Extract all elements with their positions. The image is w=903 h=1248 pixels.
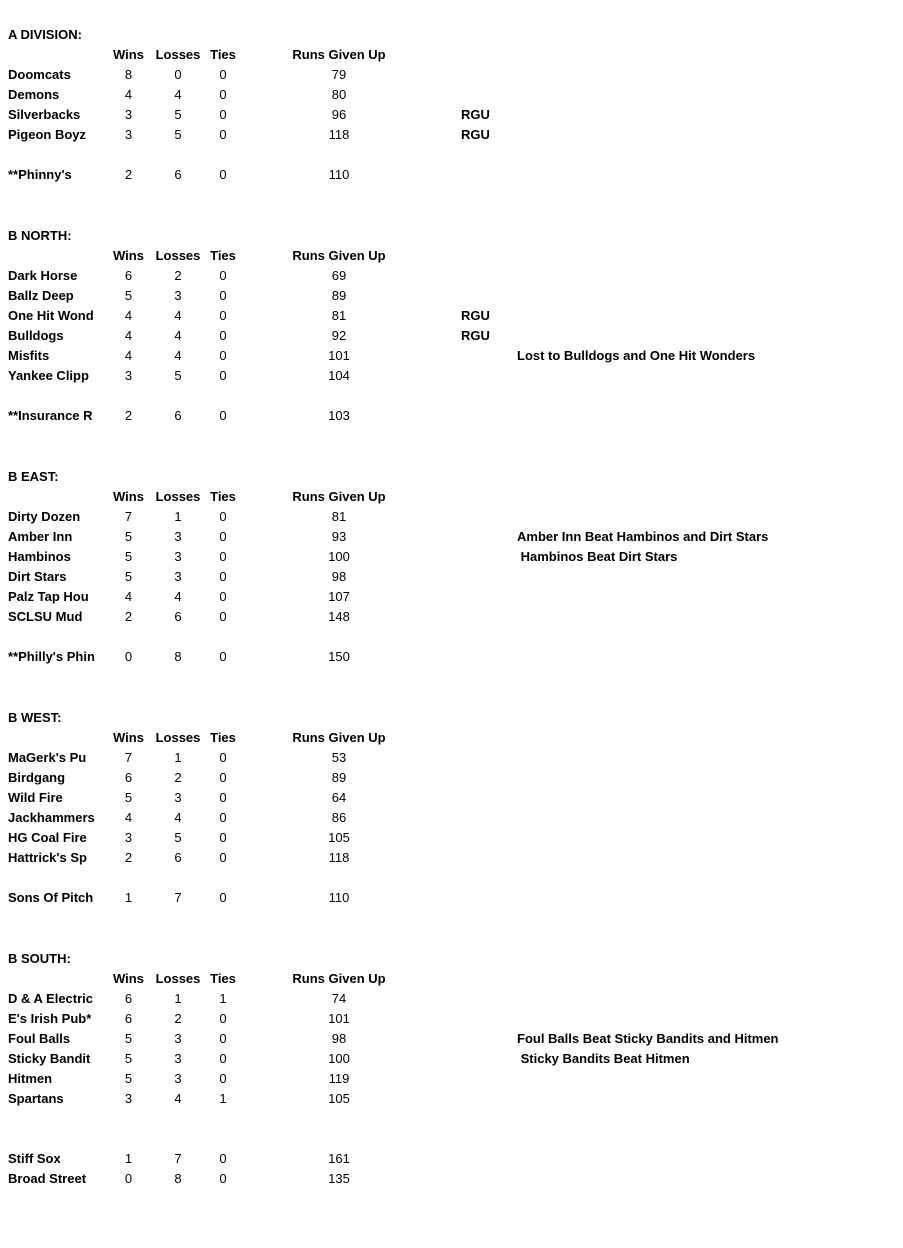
team-name: Amber Inn [8, 529, 73, 544]
ties-value: 0 [219, 850, 227, 865]
losses-value: 2 [174, 268, 182, 283]
ties-value: 0 [219, 1011, 227, 1026]
ties-value: 0 [219, 750, 227, 765]
wins-value: 2 [124, 609, 133, 624]
losses-value: 4 [174, 810, 182, 825]
column-header-wins: Wins [113, 730, 144, 745]
ties-value: 0 [219, 288, 227, 303]
team-row [8, 788, 903, 808]
division-title-row [8, 226, 903, 246]
team-row [8, 306, 903, 326]
division-section [8, 949, 903, 1189]
losses-value: 0 [174, 67, 182, 82]
team-name: Sticky Bandit [8, 1051, 91, 1066]
column-header-row [8, 246, 903, 266]
wins-value: 6 [124, 991, 133, 1006]
losses-value: 4 [174, 328, 182, 343]
ties-value: 0 [219, 167, 227, 182]
ties-value: 0 [219, 87, 227, 102]
team-row [8, 848, 903, 868]
wins-value: 6 [124, 1011, 133, 1026]
runs-given-up-value: 150 [328, 649, 350, 664]
team-name: SCLSU Mud [8, 609, 83, 624]
division-title-row [8, 467, 903, 487]
wins-value: 5 [124, 549, 133, 564]
ties-value: 0 [219, 569, 227, 584]
team-row [8, 1089, 903, 1109]
runs-given-up-value: 119 [328, 1071, 350, 1086]
wins-value: 3 [124, 127, 133, 142]
losses-value: 3 [174, 1031, 182, 1046]
ties-value: 0 [219, 1051, 227, 1066]
ties-value: 0 [219, 368, 227, 383]
column-header-runs-given-up: Runs Given Up [292, 971, 386, 986]
team-row [8, 748, 903, 768]
column-header-wins: Wins [113, 47, 144, 62]
ties-value: 0 [219, 589, 227, 604]
losses-value: 4 [174, 87, 182, 102]
ties-value: 0 [219, 790, 227, 805]
team-row [8, 1049, 903, 1069]
column-header-losses: Losses [155, 47, 201, 62]
team-row [8, 406, 903, 426]
column-header-losses: Losses [155, 730, 201, 745]
losses-value: 5 [174, 107, 182, 122]
column-header-losses: Losses [155, 971, 201, 986]
wins-value: 3 [124, 107, 133, 122]
column-header-runs-given-up: Runs Given Up [292, 730, 386, 745]
result-note: Sticky Bandits Beat Hitmen [517, 1051, 690, 1066]
team-name: Birdgang [8, 770, 66, 785]
runs-given-up-value: 86 [331, 810, 347, 825]
division-title-row [8, 25, 903, 45]
result-note: Amber Inn Beat Hambinos and Dirt Stars [517, 529, 769, 544]
runs-given-up-value: 161 [328, 1151, 350, 1166]
team-name: Yankee Clipp [8, 368, 89, 383]
wins-value: 8 [124, 67, 133, 82]
runs-given-up-value: 74 [331, 991, 347, 1006]
losses-value: 6 [174, 609, 182, 624]
blank-row [8, 386, 903, 406]
team-name: One Hit Wond [8, 308, 94, 323]
team-row [8, 828, 903, 848]
column-header-losses: Losses [155, 248, 201, 263]
division-title: B SOUTH: [8, 951, 71, 966]
team-name: D & A Electric [8, 991, 94, 1006]
team-row [8, 366, 903, 386]
runs-given-up-value: 79 [331, 67, 347, 82]
wins-value: 4 [124, 328, 133, 343]
team-row [8, 1069, 903, 1089]
team-row [8, 85, 903, 105]
runs-given-up-value: 96 [331, 107, 347, 122]
division-title: B EAST: [8, 469, 59, 484]
losses-value: 4 [174, 1091, 182, 1106]
ties-value: 0 [219, 509, 227, 524]
team-name: **Phinny's [8, 167, 72, 182]
team-row [8, 105, 903, 125]
team-row [8, 768, 903, 788]
runs-given-up-value: 92 [331, 328, 347, 343]
wins-value: 4 [124, 589, 133, 604]
runs-given-up-value: 98 [331, 1031, 347, 1046]
rgu-flag: RGU [461, 308, 490, 323]
blank-row [8, 145, 903, 165]
result-note: Foul Balls Beat Sticky Bandits and Hitmen [517, 1031, 779, 1046]
runs-given-up-value: 69 [331, 268, 347, 283]
column-header-wins: Wins [113, 971, 144, 986]
team-name: Silverbacks [8, 107, 81, 122]
team-row [8, 888, 903, 908]
column-header-ties: Ties [210, 489, 236, 504]
runs-given-up-value: 148 [328, 609, 350, 624]
wins-value: 0 [124, 1171, 133, 1186]
team-name: Spartans [8, 1091, 64, 1106]
runs-given-up-value: 80 [331, 87, 347, 102]
losses-value: 5 [174, 830, 182, 845]
losses-value: 3 [174, 569, 182, 584]
wins-value: 1 [124, 1151, 133, 1166]
team-row [8, 65, 903, 85]
runs-given-up-value: 110 [328, 167, 350, 182]
ties-value: 1 [219, 991, 227, 1006]
column-header-ties: Ties [210, 971, 236, 986]
runs-given-up-value: 118 [328, 850, 350, 865]
wins-value: 4 [124, 348, 133, 363]
team-row [8, 587, 903, 607]
rgu-flag: RGU [461, 107, 490, 122]
runs-given-up-value: 89 [331, 770, 347, 785]
runs-given-up-value: 104 [328, 368, 350, 383]
losses-value: 4 [174, 348, 182, 363]
team-name: Hambinos [8, 549, 71, 564]
runs-given-up-value: 135 [328, 1171, 350, 1186]
wins-value: 5 [124, 1031, 133, 1046]
team-name: Broad Street [8, 1171, 87, 1186]
team-name: **Philly's Phin [8, 649, 95, 664]
rgu-flag: RGU [461, 328, 490, 343]
team-row [8, 1009, 903, 1029]
division-section [8, 708, 903, 908]
column-header-row [8, 45, 903, 65]
team-name: Stiff Sox [8, 1151, 61, 1166]
column-header-wins: Wins [113, 489, 144, 504]
division-title-row [8, 708, 903, 728]
runs-given-up-value: 53 [331, 750, 347, 765]
ties-value: 0 [219, 529, 227, 544]
column-header-losses: Losses [155, 489, 201, 504]
team-row [8, 165, 903, 185]
team-name: E's Irish Pub* [8, 1011, 92, 1026]
losses-value: 6 [174, 167, 182, 182]
runs-given-up-value: 105 [328, 830, 350, 845]
team-name: Pigeon Boyz [8, 127, 87, 142]
team-name: Ballz Deep [8, 288, 74, 303]
team-row [8, 346, 903, 366]
wins-value: 4 [124, 810, 133, 825]
ties-value: 0 [219, 890, 227, 905]
runs-given-up-value: 81 [331, 509, 347, 524]
result-note: Lost to Bulldogs and One Hit Wonders [517, 348, 756, 363]
team-name: Hattrick's Sp [8, 850, 87, 865]
losses-value: 8 [174, 649, 182, 664]
team-name: Foul Balls [8, 1031, 71, 1046]
wins-value: 2 [124, 167, 133, 182]
ties-value: 0 [219, 609, 227, 624]
division-title: B WEST: [8, 710, 62, 725]
losses-value: 6 [174, 408, 182, 423]
column-header-ties: Ties [210, 248, 236, 263]
losses-value: 4 [174, 308, 182, 323]
team-name: Dirt Stars [8, 569, 67, 584]
wins-value: 7 [124, 509, 133, 524]
division-title-row [8, 949, 903, 969]
runs-given-up-value: 81 [331, 308, 347, 323]
runs-given-up-value: 107 [328, 589, 350, 604]
ties-value: 1 [219, 1091, 227, 1106]
ties-value: 0 [219, 1071, 227, 1086]
wins-value: 6 [124, 268, 133, 283]
team-name: Doomcats [8, 67, 71, 82]
team-row [8, 266, 903, 286]
ties-value: 0 [219, 268, 227, 283]
division-title: A DIVISION: [8, 27, 82, 42]
losses-value: 2 [174, 1011, 182, 1026]
column-header-row [8, 487, 903, 507]
wins-value: 7 [124, 750, 133, 765]
blank-row [8, 868, 903, 888]
wins-value: 3 [124, 368, 133, 383]
wins-value: 2 [124, 850, 133, 865]
team-name: Hitmen [8, 1071, 53, 1086]
team-name: HG Coal Fire [8, 830, 87, 845]
wins-value: 5 [124, 1051, 133, 1066]
ties-value: 0 [219, 1171, 227, 1186]
column-header-wins: Wins [113, 248, 144, 263]
team-row [8, 507, 903, 527]
ties-value: 0 [219, 348, 227, 363]
team-name: Demons [8, 87, 60, 102]
wins-value: 2 [124, 408, 133, 423]
runs-given-up-value: 100 [328, 549, 350, 564]
losses-value: 3 [174, 790, 182, 805]
ties-value: 0 [219, 549, 227, 564]
blank-row [8, 1109, 903, 1129]
column-header-runs-given-up: Runs Given Up [292, 248, 386, 263]
team-row [8, 607, 903, 627]
wins-value: 5 [124, 1071, 133, 1086]
wins-value: 5 [124, 569, 133, 584]
team-row [8, 808, 903, 828]
runs-given-up-value: 101 [328, 1011, 350, 1026]
column-header-ties: Ties [210, 47, 236, 62]
ties-value: 0 [219, 67, 227, 82]
team-row [8, 547, 903, 567]
runs-given-up-value: 110 [328, 890, 350, 905]
ties-value: 0 [219, 830, 227, 845]
ties-value: 0 [219, 1031, 227, 1046]
runs-given-up-value: 100 [328, 1051, 350, 1066]
runs-given-up-value: 64 [331, 790, 347, 805]
wins-value: 4 [124, 87, 133, 102]
team-name: **Insurance R [8, 408, 93, 423]
runs-given-up-value: 118 [328, 127, 350, 142]
losses-value: 1 [174, 750, 182, 765]
blank-row [8, 627, 903, 647]
wins-value: 5 [124, 529, 133, 544]
losses-value: 3 [174, 1051, 182, 1066]
team-name: Palz Tap Hou [8, 589, 89, 604]
team-row [8, 326, 903, 346]
runs-given-up-value: 105 [328, 1091, 350, 1106]
runs-given-up-value: 101 [328, 348, 350, 363]
team-name: Bulldogs [8, 328, 64, 343]
team-row [8, 1149, 903, 1169]
ties-value: 0 [219, 1151, 227, 1166]
losses-value: 3 [174, 1071, 182, 1086]
column-header-row [8, 728, 903, 748]
column-header-ties: Ties [210, 730, 236, 745]
team-name: Dirty Dozen [8, 509, 81, 524]
wins-value: 3 [124, 830, 133, 845]
team-name: Dark Horse [8, 268, 78, 283]
team-name: Misfits [8, 348, 50, 363]
wins-value: 5 [124, 790, 133, 805]
runs-given-up-value: 98 [331, 569, 347, 584]
team-row [8, 647, 903, 667]
losses-value: 1 [174, 991, 182, 1006]
team-row [8, 125, 903, 145]
wins-value: 3 [124, 1091, 133, 1106]
blank-row [8, 1129, 903, 1149]
losses-value: 5 [174, 127, 182, 142]
team-name: Jackhammers [8, 810, 95, 825]
team-name: MaGerk's Pu [8, 750, 87, 765]
losses-value: 3 [174, 549, 182, 564]
wins-value: 0 [124, 649, 133, 664]
ties-value: 0 [219, 770, 227, 785]
wins-value: 6 [124, 770, 133, 785]
column-header-row [8, 969, 903, 989]
team-row [8, 989, 903, 1009]
wins-value: 5 [124, 288, 133, 303]
division-section [8, 226, 903, 426]
team-row [8, 1029, 903, 1049]
rgu-flag: RGU [461, 127, 490, 142]
division-section [8, 467, 903, 667]
losses-value: 2 [174, 770, 182, 785]
division-section [8, 25, 903, 185]
losses-value: 3 [174, 529, 182, 544]
result-note: Hambinos Beat Dirt Stars [517, 549, 678, 564]
team-name: Sons Of Pitch [8, 890, 94, 905]
team-row [8, 527, 903, 547]
wins-value: 1 [124, 890, 133, 905]
runs-given-up-value: 103 [328, 408, 350, 423]
losses-value: 5 [174, 368, 182, 383]
ties-value: 0 [219, 107, 227, 122]
column-header-runs-given-up: Runs Given Up [292, 47, 386, 62]
ties-value: 0 [219, 649, 227, 664]
ties-value: 0 [219, 127, 227, 142]
runs-given-up-value: 89 [331, 288, 347, 303]
team-row [8, 1169, 903, 1189]
losses-value: 4 [174, 589, 182, 604]
team-name: Wild Fire [8, 790, 63, 805]
losses-value: 3 [174, 288, 182, 303]
losses-value: 7 [174, 1151, 182, 1166]
division-title: B NORTH: [8, 228, 72, 243]
ties-value: 0 [219, 408, 227, 423]
ties-value: 0 [219, 308, 227, 323]
team-row [8, 286, 903, 306]
losses-value: 1 [174, 509, 182, 524]
losses-value: 7 [174, 890, 182, 905]
wins-value: 4 [124, 308, 133, 323]
losses-value: 6 [174, 850, 182, 865]
ties-value: 0 [219, 328, 227, 343]
ties-value: 0 [219, 810, 227, 825]
losses-value: 8 [174, 1171, 182, 1186]
team-row [8, 567, 903, 587]
column-header-runs-given-up: Runs Given Up [292, 489, 386, 504]
runs-given-up-value: 93 [331, 529, 347, 544]
